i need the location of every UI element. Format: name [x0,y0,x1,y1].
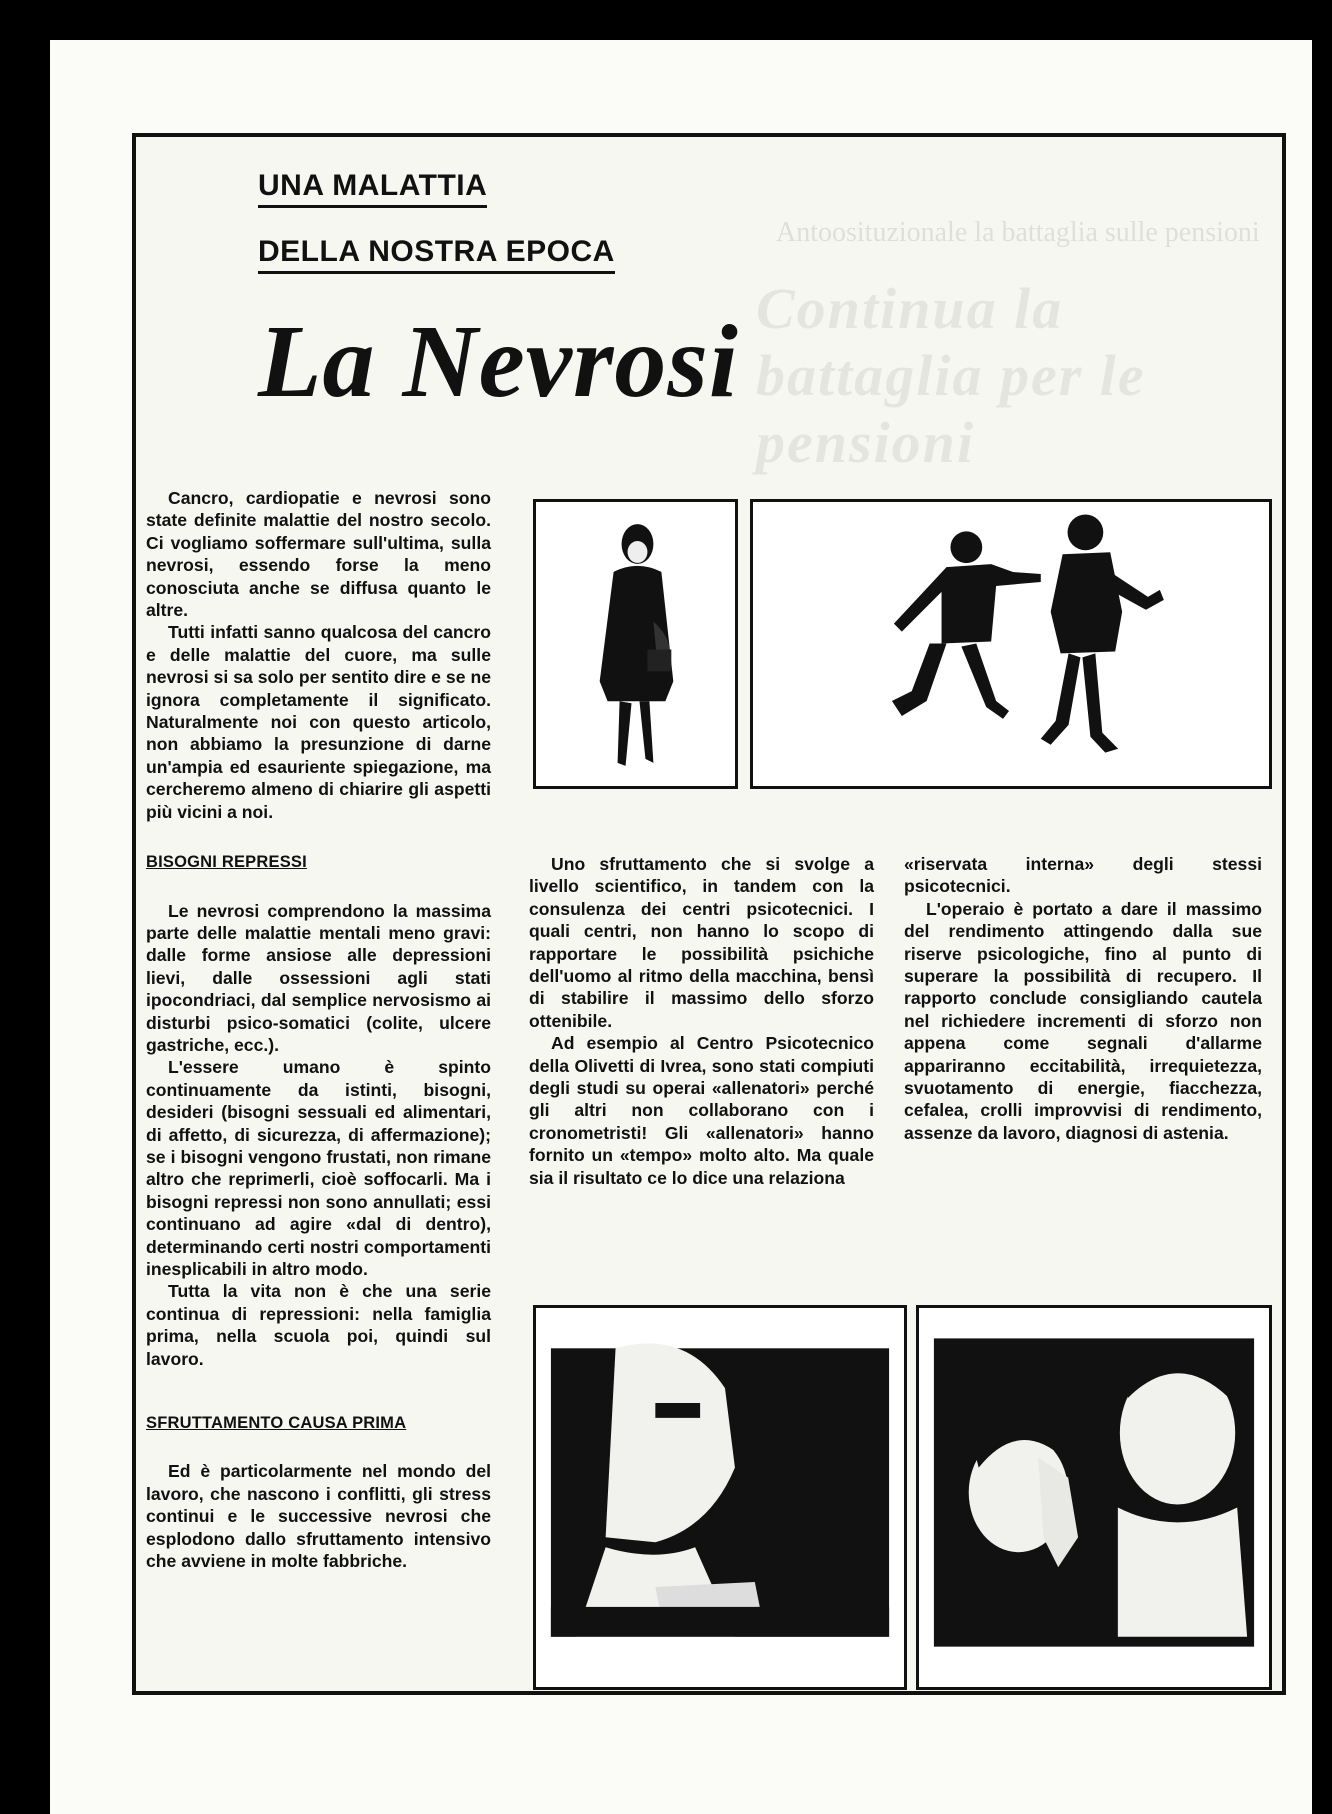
illustration-two-faces [916,1305,1272,1690]
paragraph: Le nevrosi comprendono la massima parte delle malattie mentali meno gravi: dalle forme ansiose alle depressioni lievi, dalle ossessioni agli stati ipocondriaci, dal semplice nervosismo ai disturbi psico-somatici (colite, ulcere gastriche, ecc.). [146,900,491,1055]
paragraph: Tutti infatti sanno qualcosa del cancro e delle malattie del cuore, ma sulle nevrosi si sa solo per sentito dire e se ne ignora completamente il significato. Naturalmente noi con questo articolo, non abbiamo la presunzione di darne un'ampia ed esauriente spiegazione, ma cercheremo almeno di chiarire gli aspetti più vicini a noi. [146,622,491,822]
paragraph: Tutta la vita non è che una serie continua di repressioni: nella famiglia prima, nella scuola poi, quindi sul lavoro. [146,1281,491,1369]
article-frame [132,133,1286,1695]
kicker-line-2: DELLA NOSTRA EPOCA [258,235,615,274]
woman-figure-icon [536,502,735,786]
running-figures-icon [753,502,1269,786]
column-1 [146,487,491,1572]
bleed-through-text: Antoosituzionale la battaglia sulle pensioni [776,217,1260,248]
illustration-standing-woman [533,499,738,789]
paragraph: «riservata interna» degli stessi psicotecnici. [904,854,1262,897]
two-faces-icon [919,1308,1269,1687]
illustration-running-figures [750,499,1272,789]
column-3 [904,853,1262,1144]
article-title: La Nevrosi [258,304,739,419]
illustration-woman-portrait [533,1305,907,1690]
woman-portrait-icon [536,1308,904,1687]
column-2 [529,853,874,1189]
subheading-sfruttamento: SFRUTTAMENTO CAUSA PRIMA [146,1414,407,1433]
paragraph: L'essere umano è spinto continuamente da istinti, bisogni, desideri (bisogni sessuali ed alimentari, di affetto, di sicurezza, di affermazione); se i bisogni vengono frustati, non rimane altro che reprimerli, cioè soffocarli. Ma i bisogni repressi non sono annullati; essi continuano ad agire «dal di dentro), determinando certi nostri comportamenti inesplicabili in altro modo. [146,1057,491,1279]
paragraph: L'operaio è portato a dare il massimo del rendimento attingendo dalla sue riserve psicologiche, fino al punto di superare la possibilità di recupero. Il rapporto conclude consigliando cautela nel richiedere incrementi di sforzo non appena come segnali d'allarme appariranno eccitabilità, irrequietezza, svuotamento di energie, fiacchezza, cefalea, crolli improvvisi di rendimento, assenze da lavoro, diagnosi di astenia. [904,898,1262,1143]
subheading-bisogni-repressi: BISOGNI REPRESSI [146,853,307,872]
kicker-line-1: UNA MALATTIA [258,169,487,208]
bleed-through-headline: Continua la battaglia per le pensioni [756,276,1146,475]
paragraph: Ed è particolarmente nel mondo del lavoro, che nascono i conflitti, gli stress continui e le successive nevrosi che esplodono dallo sfruttamento intensivo che avviene in molte fabbriche. [146,1461,491,1572]
paragraph: Ad esempio al Centro Psicotecnico della Olivetti di Ivrea, sono stati compiuti degli studi su operai «allenatori» perché gli altri non collaborano con i cronometristi! Gli «allenatori» hanno fornito un «tempo» molto alto. Ma quale sia il risultato ce lo dice una relaziona [529,1033,874,1188]
paragraph: Cancro, cardiopatie e nevrosi sono state definite malattie del nostro secolo. Ci vogliamo soffermare sull'ultima, sulla nevrosi, essendo forse la meno conosciuta anche se diffusa quanto le altre. [146,488,491,621]
paragraph: Uno sfruttamento che si svolge a livello scientifico, in tandem con la consulenza dei centri psicotecnici. I quali centri, non hanno lo scopo di rapportare le possibilità psichiche dell'uomo al ritmo della macchina, bensì di stabilire il massimo dello sforzo ottenibile. [529,854,874,1031]
